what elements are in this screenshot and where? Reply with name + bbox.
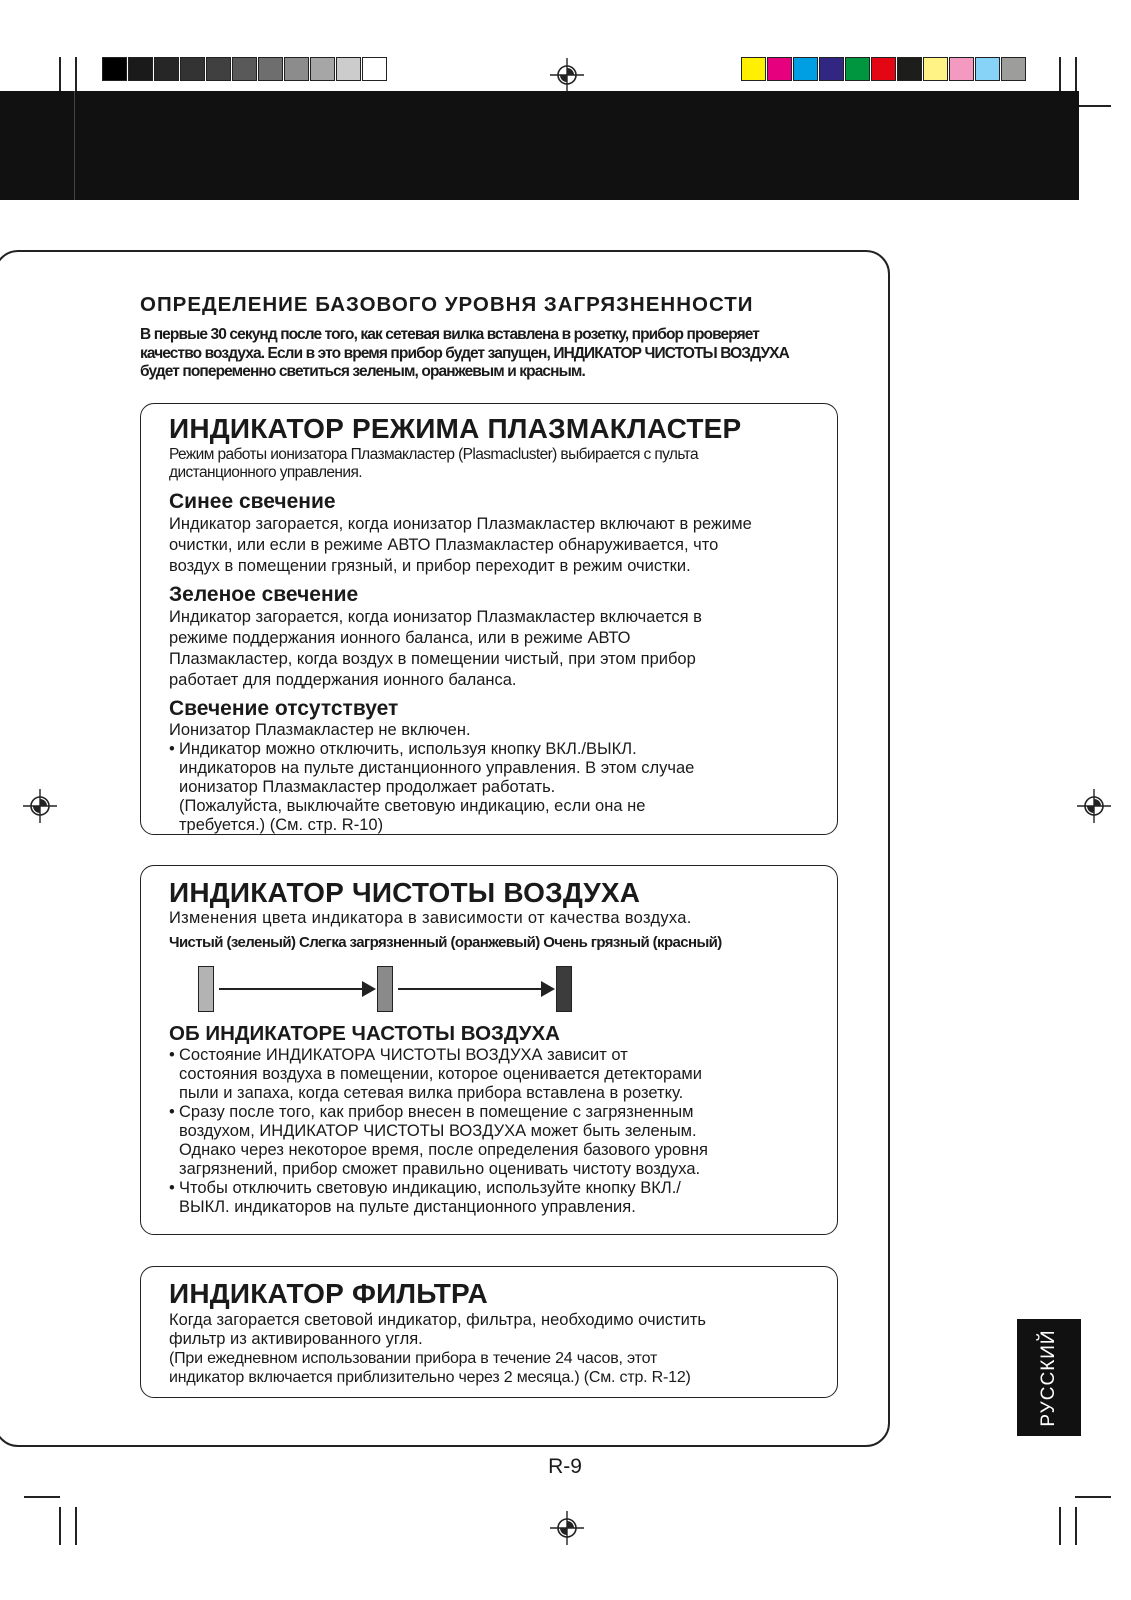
color-swatch — [741, 57, 766, 81]
color-swatch — [871, 57, 896, 81]
arrow-line — [398, 988, 542, 990]
air-cleanliness-box — [140, 865, 838, 1235]
about-bullet-1: • Состояние ИНДИКАТОРА ЧИСТОТЫ ВОЗДУХА зависит от состояния воздуха в помещении, которое оценивается детекторами пыли и запаха, когда сетевая вилка прибора вставлена в розетку. — [169, 1046, 702, 1102]
blue-glow-text: очистки, или если в режиме АВТО Плазмакластер обнаруживается, что — [169, 536, 719, 554]
lamp-clean — [198, 966, 214, 1012]
no-glow-title: Свечение отсутствует — [169, 697, 399, 720]
gray-swatch — [362, 57, 387, 81]
baseline-text-line: будет попеременно светиться зеленым, оранжевым и красным. — [140, 363, 585, 380]
color-swatch — [845, 57, 870, 81]
page-number: R-9 — [548, 1455, 582, 1478]
blue-glow-text: воздух в помещении грязный, и прибор переходит в режим очистки. — [169, 557, 691, 575]
baseline-title: ОПРЕДЕЛЕНИЕ БАЗОВОГО УРОВНЯ ЗАГРЯЗНЕННОСТИ — [140, 293, 754, 316]
green-glow-text: Индикатор загорается, когда ионизатор Плазмакластер включается в — [169, 608, 702, 626]
gray-swatch — [102, 57, 127, 81]
color-swatch — [819, 57, 844, 81]
plasmacluster-box — [140, 403, 838, 835]
gray-swatch — [180, 57, 205, 81]
arrow-right-icon — [541, 981, 555, 997]
gray-swatch — [232, 57, 257, 81]
filter-note: индикатор включается приблизительно через 2 месяца.) (См. стр. R-12) — [169, 1369, 691, 1386]
no-glow-text: Ионизатор Плазмакластер не включен. — [169, 721, 471, 739]
gray-swatch — [258, 57, 283, 81]
no-glow-bullet: • Индикатор можно отключить, используя кнопку ВКЛ./ВЫКЛ. индикаторов на пульте дистанционного управления. В этом случае ионизатор Плазмакластер продолжает работать. (Пожалуйста, выключайте световую индикацию, если она не требуется.) (См. стр. R-10) — [169, 740, 695, 834]
header-band — [0, 91, 1079, 200]
baseline-section — [140, 293, 840, 382]
about-bullet-2: • Сразу после того, как прибор внесен в помещение с загрязненным воздухом, ИНДИКАТОР ЧИСТОТЫ ВОЗДУХА может быть зеленым. Однако через некоторое время, после определения базового уровня загрязнений, прибор сможет правильно оценивать чистоту воздуха. — [169, 1103, 708, 1178]
filter-text: Когда загорается световой индикатор, фильтра, необходимо очистить — [169, 1311, 706, 1329]
registration-mark-icon — [550, 58, 584, 92]
arrow-right-icon — [362, 981, 376, 997]
baseline-text-line: В первые 30 секунд после того, как сетевая вилка вставлена в розетку, прибор проверяет — [140, 326, 759, 343]
color-swatch — [897, 57, 922, 81]
filter-text: фильтр из активированного угля. — [169, 1330, 423, 1348]
gray-swatch — [284, 57, 309, 81]
plasmacluster-desc: Режим работы ионизатора Плазмакластер (Plasmacluster) выбирается с пульта — [169, 446, 698, 463]
filter-title: ИНДИКАТОР ФИЛЬТРА — [169, 1278, 488, 1309]
green-glow-text: Плазмакластер, когда воздух в помещении чистый, при этом прибор — [169, 650, 696, 668]
lamp-slightly-dirty — [377, 966, 393, 1012]
plasmacluster-title: ИНДИКАТОР РЕЖИМА ПЛАЗМАКЛАСТЕР — [169, 413, 742, 444]
color-swatch — [767, 57, 792, 81]
color-swatch — [975, 57, 1000, 81]
about-bullet-3: • Чтобы отключить световую индикацию, используйте кнопку ВКЛ./ ВЫКЛ. индикаторов на пульте дистанционного управления. — [169, 1179, 681, 1216]
air-cleanliness-desc: Изменения цвета индикатора в зависимости от качества воздуха. — [169, 909, 692, 927]
color-swatch — [793, 57, 818, 81]
registration-mark-icon — [550, 1511, 584, 1545]
color-swatch — [923, 57, 948, 81]
color-swatch — [1001, 57, 1026, 81]
gray-swatch — [336, 57, 361, 81]
green-glow-text: режиме поддержания ионного баланса, или в режиме АВТО — [169, 629, 631, 647]
plasmacluster-desc: дистанционного управления. — [169, 464, 362, 481]
blue-glow-text: Индикатор загорается, когда ионизатор Плазмакластер включают в режиме — [169, 515, 752, 533]
air-states-labels: Чистый (зеленый) Слегка загрязненный (оранжевый) Очень грязный (красный) — [169, 934, 722, 951]
baseline-text-line: качество воздуха. Если в это время прибор будет запущен, ИНДИКАТОР ЧИСТОТЫ ВОЗДУХА — [140, 344, 789, 362]
filter-box — [140, 1266, 838, 1398]
filter-note: (При ежедневном использовании прибора в течение 24 часов, этот — [169, 1350, 658, 1367]
green-glow-title: Зеленое свечение — [169, 583, 359, 606]
color-swatch — [949, 57, 974, 81]
registration-mark-icon — [1077, 789, 1111, 823]
lamp-very-dirty — [556, 966, 572, 1012]
gray-swatch — [206, 57, 231, 81]
arrow-line — [219, 988, 363, 990]
air-cleanliness-title: ИНДИКАТОР ЧИСТОТЫ ВОЗДУХА — [169, 877, 641, 908]
gray-swatch — [310, 57, 335, 81]
language-tab-label: РУССКИЙ — [1038, 1328, 1059, 1427]
language-tab — [1017, 1319, 1081, 1436]
blue-glow-title: Синее свечение — [169, 490, 336, 513]
green-glow-text: работает для поддержания ионного баланса. — [169, 671, 517, 689]
gray-swatch — [128, 57, 153, 81]
about-indicator-title: ОБ ИНДИКАТОРЕ ЧАСТОТЫ ВОЗДУХА — [169, 1022, 560, 1045]
gray-swatch — [154, 57, 179, 81]
